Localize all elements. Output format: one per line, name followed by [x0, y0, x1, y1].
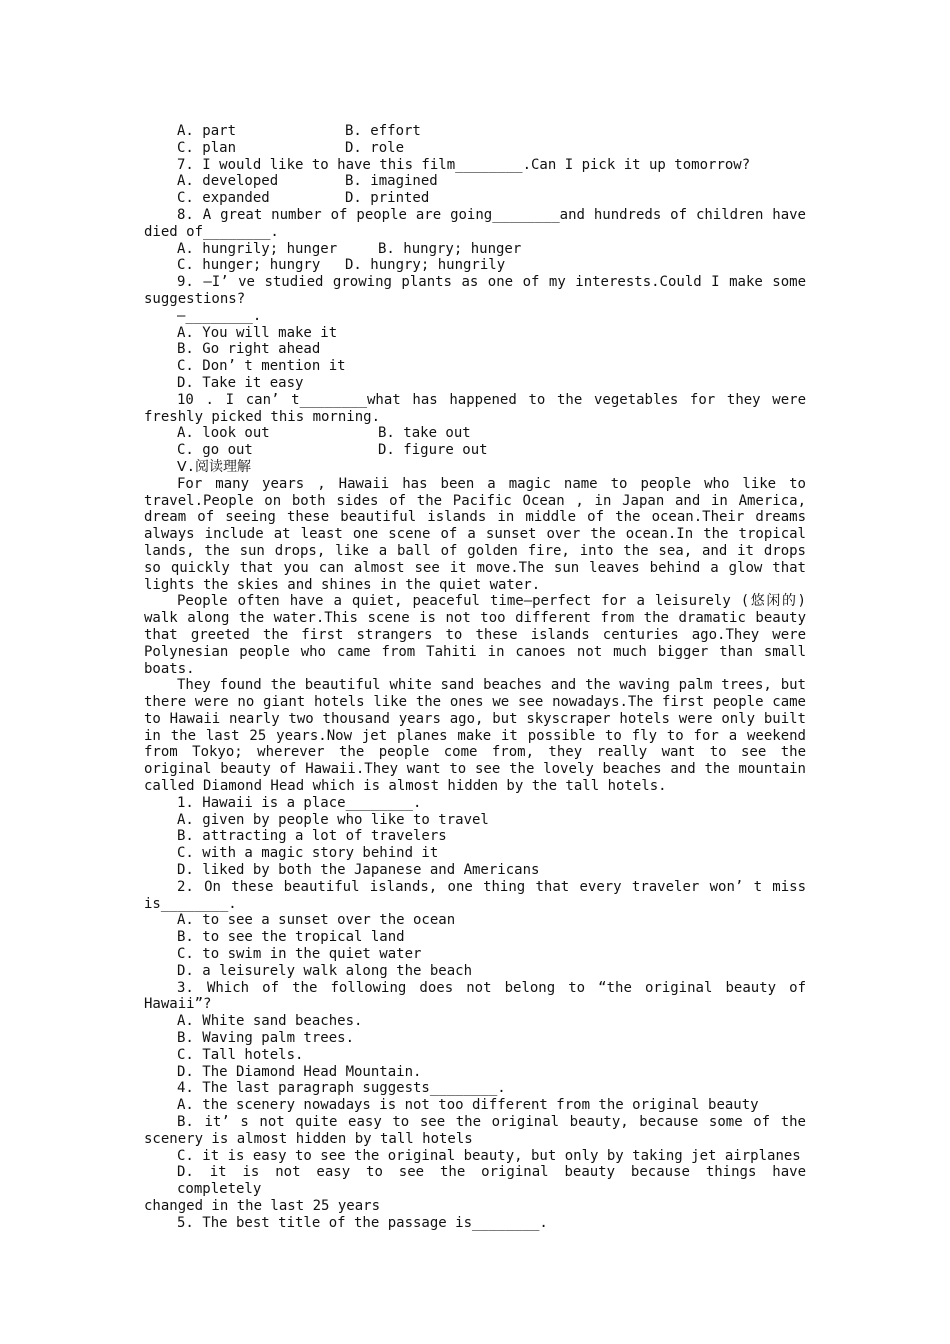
option-c: C. Don’ t mention it: [177, 358, 346, 375]
q6-options-row-1: [144, 123, 806, 140]
option-a: A. part: [177, 123, 237, 139]
r3-stem-line-2: Hawaii”?: [144, 996, 212, 1013]
r2-stem-line-1: 2. On these beautiful islands, one thing that every traveler won’ t miss: [177, 878, 806, 895]
option-d-line-2: changed in the last 25 years: [144, 1198, 381, 1214]
passage-paragraph-3: They found the beautiful white sand beaches and the waving palm trees, but there were no giant hotels like the ones we see nowadays.The first people came to Hawaii nearly two thousand years ago, but skyscraper hotels were only built in the last 25 years.Now jet planes make it possible to fly to for a weekend from Tokyo; wherever the people come from, they really want to see the original beauty of Hawaii.They want to see the lovely beaches and the mountain called Diamond Head which is almost hidden by the tall hotels.: [144, 677, 806, 795]
r1-stem: 1. Hawaii is a place________.: [177, 794, 422, 811]
option-b: B. attracting a lot of travelers: [177, 828, 447, 845]
q7-stem: 7. I would like to have this film________.Can I pick it up tomorrow?: [177, 156, 751, 173]
r2-stem-line-2: is________.: [144, 895, 237, 912]
q10-stem-line-2: freshly picked this morning.: [144, 408, 381, 425]
option-b-line-1: B. it’ s not quite easy to see the original beauty, because some of the: [177, 1114, 806, 1131]
q10-options-row-1: [144, 425, 806, 442]
r3-stem-line-1: 3. Which of the following does not belong to “the original beauty of: [177, 979, 806, 996]
option-c: C. hunger; hungry: [177, 257, 321, 274]
q8-stem-line-1: 8. A great number of people are going________and hundreds of children have: [177, 206, 806, 223]
option-a: A. look out: [177, 425, 270, 442]
option-d: D. figure out: [378, 442, 488, 459]
option-d: D. printed: [345, 190, 430, 207]
r5-stem: 5. The best title of the passage is________.: [177, 1214, 548, 1231]
passage-paragraph-1: For many years , Hawaii has been a magic name to people who like to travel.People on both sides of the Pacific Ocean , in Japan and in America, dream of seeing these beautiful islands in middle of the ocean.Their dreams always include at least one scene of a sunset over the ocean.In the tropical lands, the sun drops, like a ball of golden fire, into the sea, and it drops so quickly that you can almost see it move.The sun leaves behind a glow that lights the skies and shines in the quiet water.: [144, 475, 806, 593]
option-d: D. a leisurely walk along the beach: [177, 962, 473, 979]
option-c: C. go out: [177, 442, 253, 459]
option-b-line-2: scenery is almost hidden by tall hotels: [144, 1130, 473, 1147]
option-b: B. effort: [345, 123, 421, 139]
option-c: C. to swim in the quiet water: [177, 946, 422, 963]
option-a: A. given by people who like to travel: [177, 811, 489, 828]
r4-stem: 4. The last paragraph suggests________.: [177, 1080, 506, 1097]
option-c: C. Tall hotels.: [177, 1046, 304, 1063]
option-a: A. to see a sunset over the ocean: [177, 912, 456, 929]
passage-paragraph-2: People often have a quiet, peaceful time—perfect for a leisurely (悠闲的) walk along the water.This scene is not too different from the dramatic beauty that greeted the first strangers to these islands centuries ago.They were Polynesian people who came from Tahiti in canoes not much bigger than small boats.: [144, 593, 806, 677]
option-d: D. role: [345, 139, 405, 156]
q9-stem-line-2: suggestions?: [144, 290, 246, 307]
option-d: D. The Diamond Head Mountain.: [177, 1063, 422, 1080]
q9-reply: —________.: [177, 307, 262, 324]
q10-options-row-2: [144, 442, 806, 459]
q9-stem-line-1: 9. —I’ ve studied growing plants as one of my interests.Could I make some: [177, 274, 806, 291]
option-b: B. Waving palm trees.: [177, 1030, 355, 1047]
option-c: C. expanded: [177, 190, 270, 207]
option-a: A. the scenery nowadays is not too different from the original beauty: [177, 1097, 759, 1114]
option-b: B. to see the tropical land: [177, 929, 405, 946]
option-b: B. Go right ahead: [177, 341, 321, 358]
q7-options-row-2: [144, 190, 806, 207]
option-d: D. hungry; hungrily: [345, 257, 506, 274]
option-d-line-1: D. it is not easy to see the original beauty because things have completely: [177, 1164, 806, 1198]
document-page: [144, 123, 806, 1232]
q8-options-row-2: [144, 257, 806, 274]
option-c: C. plan: [177, 139, 237, 156]
option-b: B. take out: [378, 425, 471, 442]
option-c: C. with a magic story behind it: [177, 845, 439, 862]
option-a: A. hungrily; hunger: [177, 240, 338, 257]
option-d: D. liked by both the Japanese and Americans: [177, 862, 540, 879]
option-b: B. imagined: [345, 173, 438, 190]
q6-options-row-2: [144, 140, 806, 157]
option-a: A. developed: [177, 173, 279, 190]
option-a: A. White sand beaches.: [177, 1013, 363, 1030]
q8-options-row-1: [144, 241, 806, 258]
option-d: D. Take it easy: [177, 374, 304, 391]
q10-stem-line-1: 10 . I can’ t________what has happened to the vegetables for they were: [177, 391, 806, 408]
option-b: B. hungry; hunger: [378, 240, 522, 257]
section-heading: Ⅴ.阅读理解: [177, 458, 252, 475]
option-a: A. You will make it: [177, 324, 338, 341]
q7-options-row-1: [144, 173, 806, 190]
option-c: C. it is easy to see the original beauty, but only by taking jet airplanes: [177, 1147, 801, 1164]
q8-stem-line-2: died of________.: [144, 223, 279, 240]
